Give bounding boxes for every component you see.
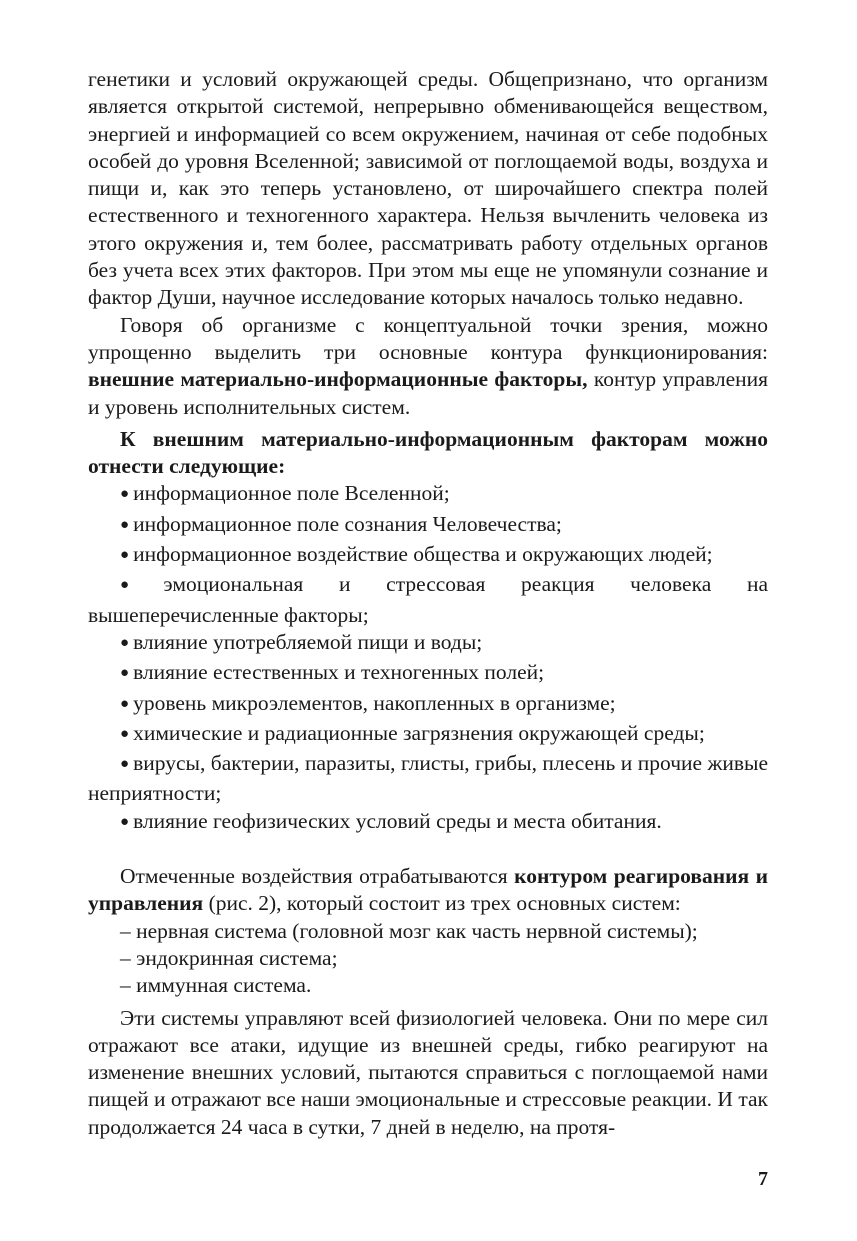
paragraph-control-loop-end: (рис. 2), который состоит из трех основных систем:	[203, 891, 681, 916]
list-item-text: эмоциональная и стрессовая реакция человека на вышеперечисленные факторы;	[88, 572, 768, 627]
list-item	[88, 659, 768, 689]
bullet-icon: ●	[120, 756, 130, 773]
bullet-icon: ●	[120, 577, 160, 594]
paragraph-control-loop	[88, 863, 768, 918]
list-item	[88, 571, 768, 629]
bullet-icon: ●	[120, 665, 130, 682]
list-item	[88, 690, 768, 720]
list-item	[88, 808, 768, 838]
page-number: 7	[758, 1168, 768, 1190]
list-item: – иммунная система.	[120, 973, 312, 998]
paragraph-control-loop-bold: контуром реагирования и управления	[88, 864, 768, 916]
bullet-icon: ●	[120, 634, 130, 651]
paragraph-contours-end: контур управления и уровень исполнительных систем.	[88, 367, 769, 419]
list-item-text: влияние геофизических условий среды и места обитания.	[133, 808, 662, 833]
bullet-icon: ●	[120, 725, 130, 742]
page-body	[88, 66, 768, 1141]
list-item-text: химические и радиационные загрязнения окружающей среды;	[133, 720, 705, 745]
bullet-icon: ●	[120, 695, 130, 712]
bullet-icon: ●	[120, 516, 130, 533]
bullet-icon: ●	[120, 486, 130, 503]
list-item	[88, 541, 768, 571]
list-item	[88, 480, 768, 510]
systems-list	[88, 918, 768, 1000]
list-item: – нервная система (головной мозг как часть нервной системы);	[120, 918, 698, 943]
paragraph-contours-start: Говоря об организме с концептуальной точки зрения, можно упрощенно выделить три основные контура функционирования:	[88, 312, 768, 364]
list-item-text: влияние употребляемой пищи и воды;	[133, 629, 483, 654]
factors-heading-text: К внешним материально-информационным факторам можно отнести следующие:	[88, 426, 768, 479]
list-item	[88, 750, 768, 808]
list-item	[88, 629, 768, 659]
list-item-text: информационное воздействие общества и окружающих людей;	[133, 542, 713, 567]
list-item-text: влияние естественных и техногенных полей;	[133, 660, 545, 685]
paragraph-control-loop-start: Отмеченные воздействия отрабатываются	[120, 864, 515, 889]
bullet-icon: ●	[120, 813, 130, 830]
list-item-text: информационное поле сознания Человечества;	[133, 511, 562, 536]
factors-heading	[88, 426, 768, 481]
paragraph-contours	[88, 312, 768, 421]
factors-list	[88, 480, 768, 838]
list-item: – эндокринная система;	[120, 945, 338, 970]
paragraph-contours-bold: внешние материально-информационные факторы,	[88, 367, 588, 392]
paragraph-physiology: Эти системы управляют всей физиологией человека. Они по мере сил отражают все атаки, идущие из внешней среды, гибко реагируют на изменение внешних условий, пытаются справиться с поглощаемой нами пищей и отражают все наши эмоциональные и стрессовые реакции. И так продолжается 24 часа в сутки, 7 дней в неделю, на протя-	[88, 1005, 768, 1139]
list-item-text: вирусы, бактерии, паразиты, глисты, грибы, плесень и прочие живые неприятности;	[88, 751, 768, 806]
list-item	[88, 720, 768, 750]
paragraph-intro: генетики и условий окружающей среды. Общепризнано, что организм является открытой системой, непрерывно обменивающейся веществом, энергией и информацией со всем окружением, начиная от себе подобных особей до уровня Вселенной; зависимой от поглощаемой воды, воздуха и пищи и, как это теперь установлено, от широчайшего спектра полей естественного и техногенного характера. Нельзя вычленить человека из этого окружения и, тем более, рассматривать работу отдельных органов без учета всех этих факторов. При этом мы еще не упомянули сознание и фактор Души, научное исследование которых началось только недавно.	[88, 67, 768, 310]
list-item-text: уровень микроэлементов, накопленных в организме;	[133, 690, 616, 715]
list-item	[88, 511, 768, 541]
list-item-text: информационное поле Вселенной;	[133, 481, 450, 506]
bullet-icon: ●	[120, 547, 130, 564]
